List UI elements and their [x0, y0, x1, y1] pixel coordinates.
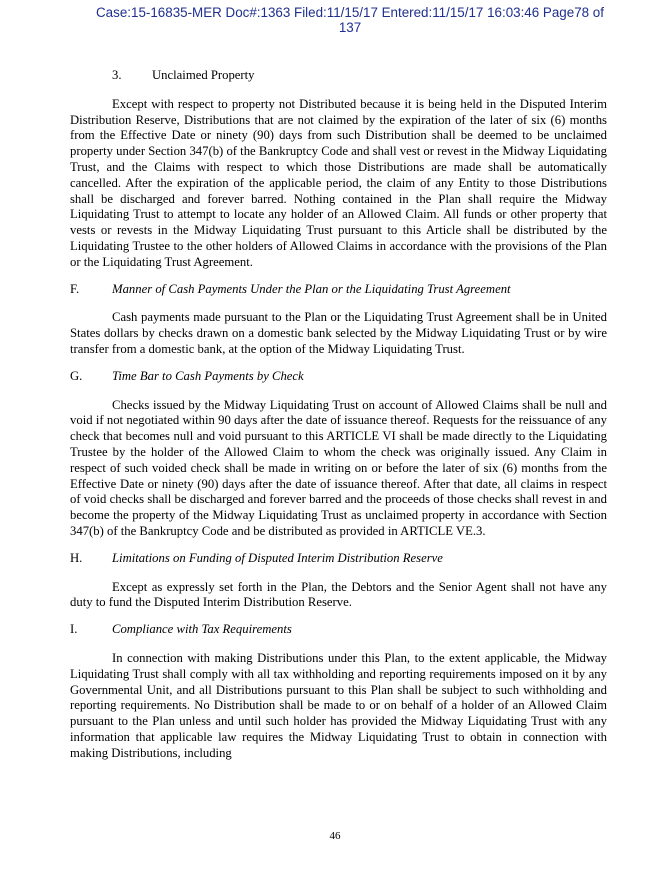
- section-g-body: Checks issued by the Midway Liquidating Trust on account of Allowed Claims shall be null and void if not negotiated within 90 days after the date of issuance thereof. Requests for the reissuance of any check that becomes null and void pursuant to this ARTICLE VI shall be made directly to the Liquidating Trustee by the holder of the Allowed Claim to whom the check was originally issued. Any Claim in respect of such voided check shall be made in writing on or before the later of six (6) months from the Effective Date or ninety (90) days after the date of issuance thereof. After that date, all claims in respect of void checks shall be discharged and forever barred and the proceeds of those checks shall revest in and become the property of the Midway Liquidating Trust as unclaimed property in accordance with Section 347(b) of the Bankruptcy Code and be distributed as provided in ARTICLE VE.3.: [70, 397, 607, 538]
- section-f-body: Cash payments made pursuant to the Plan or the Liquidating Trust Agreement shall be in United States dollars by checks drawn on a domestic bank selected by the Midway Liquidating Trust or by wire transfer from a domestic bank, at the option of the Midway Liquidating Trust.: [70, 310, 607, 356]
- case-header-line-1: Case:15-16835-MER Doc#:1363 Filed:11/15/17 Entered:11/15/17 16:03:46 Page78 of: [96, 5, 604, 20]
- section-h-heading: [70, 551, 607, 567]
- section-3-title: Unclaimed Property: [152, 68, 255, 82]
- section-3-body: Except with respect to property not Distributed because it is being held in the Disputed Interim Distribution Reserve, Distributions that are not claimed by the expiration of the later of six (6) months from the Effective Date or ninety (90) days from such Distribution shall be deemed to be unclaimed property under Section 347(b) of the Bankruptcy Code and shall vest or revest in the Midway Liquidating Trust, and the Claims with respect to which those Distributions are made shall be automatically cancelled. After the expiration of the applicable period, the claim of any Entity to those Distributions shall be discharged and forever barred. Nothing contained in the Plan shall require the Midway Liquidating Trust to attempt to locate any holder of an Allowed Claim. All funds or other property that vests or revests in the Midway Liquidating Trust pursuant to this Article shall be distributed by the Liquidating Trustee to the other holders of Allowed Claims in accordance with the provisions of the Plan or the Liquidating Trust Agreement.: [70, 96, 607, 269]
- section-3-heading: [70, 68, 607, 84]
- case-header: [40, 5, 660, 35]
- section-h-number: H.: [70, 550, 83, 565]
- document-page: [70, 68, 607, 761]
- section-f-heading: [70, 282, 607, 298]
- section-f-number: F.: [70, 281, 80, 296]
- case-header-line-2: 137: [338, 20, 362, 35]
- section-h-title: Limitations on Funding of Disputed Interim Distribution Reserve: [112, 550, 443, 565]
- section-i-body: In connection with making Distributions under this Plan, to the extent applicable, the Midway Liquidating Trust shall comply with all tax withholding and reporting requirements imposed on it by any Governmental Unit, and all Distributions pursuant to this Plan shall be subject to such withholding and reporting requirements. No Distribution shall be made to or on behalf of a holder of an Allowed Claim pursuant to the Plan unless and until such holder has provided the Midway Liquidating Trust with any information that applicable law requires the Midway Liquidating Trust to obtain in connection with making Distributions, including: [70, 650, 607, 760]
- section-i-title: Compliance with Tax Requirements: [112, 622, 292, 637]
- page-number: 46: [329, 830, 341, 842]
- section-g-heading: [70, 369, 607, 385]
- section-f-title: Manner of Cash Payments Under the Plan or the Liquidating Trust Agreement: [112, 281, 511, 296]
- section-3-number: 3.: [112, 68, 122, 82]
- section-i-heading: [70, 622, 607, 638]
- section-g-number: G.: [70, 368, 83, 383]
- section-g-title: Time Bar to Cash Payments by Check: [112, 368, 304, 383]
- section-h-body: Except as expressly set forth in the Plan, the Debtors and the Senior Agent shall not have any duty to fund the Disputed Interim Distribution Reserve.: [70, 579, 607, 610]
- section-i-number: I.: [70, 622, 78, 637]
